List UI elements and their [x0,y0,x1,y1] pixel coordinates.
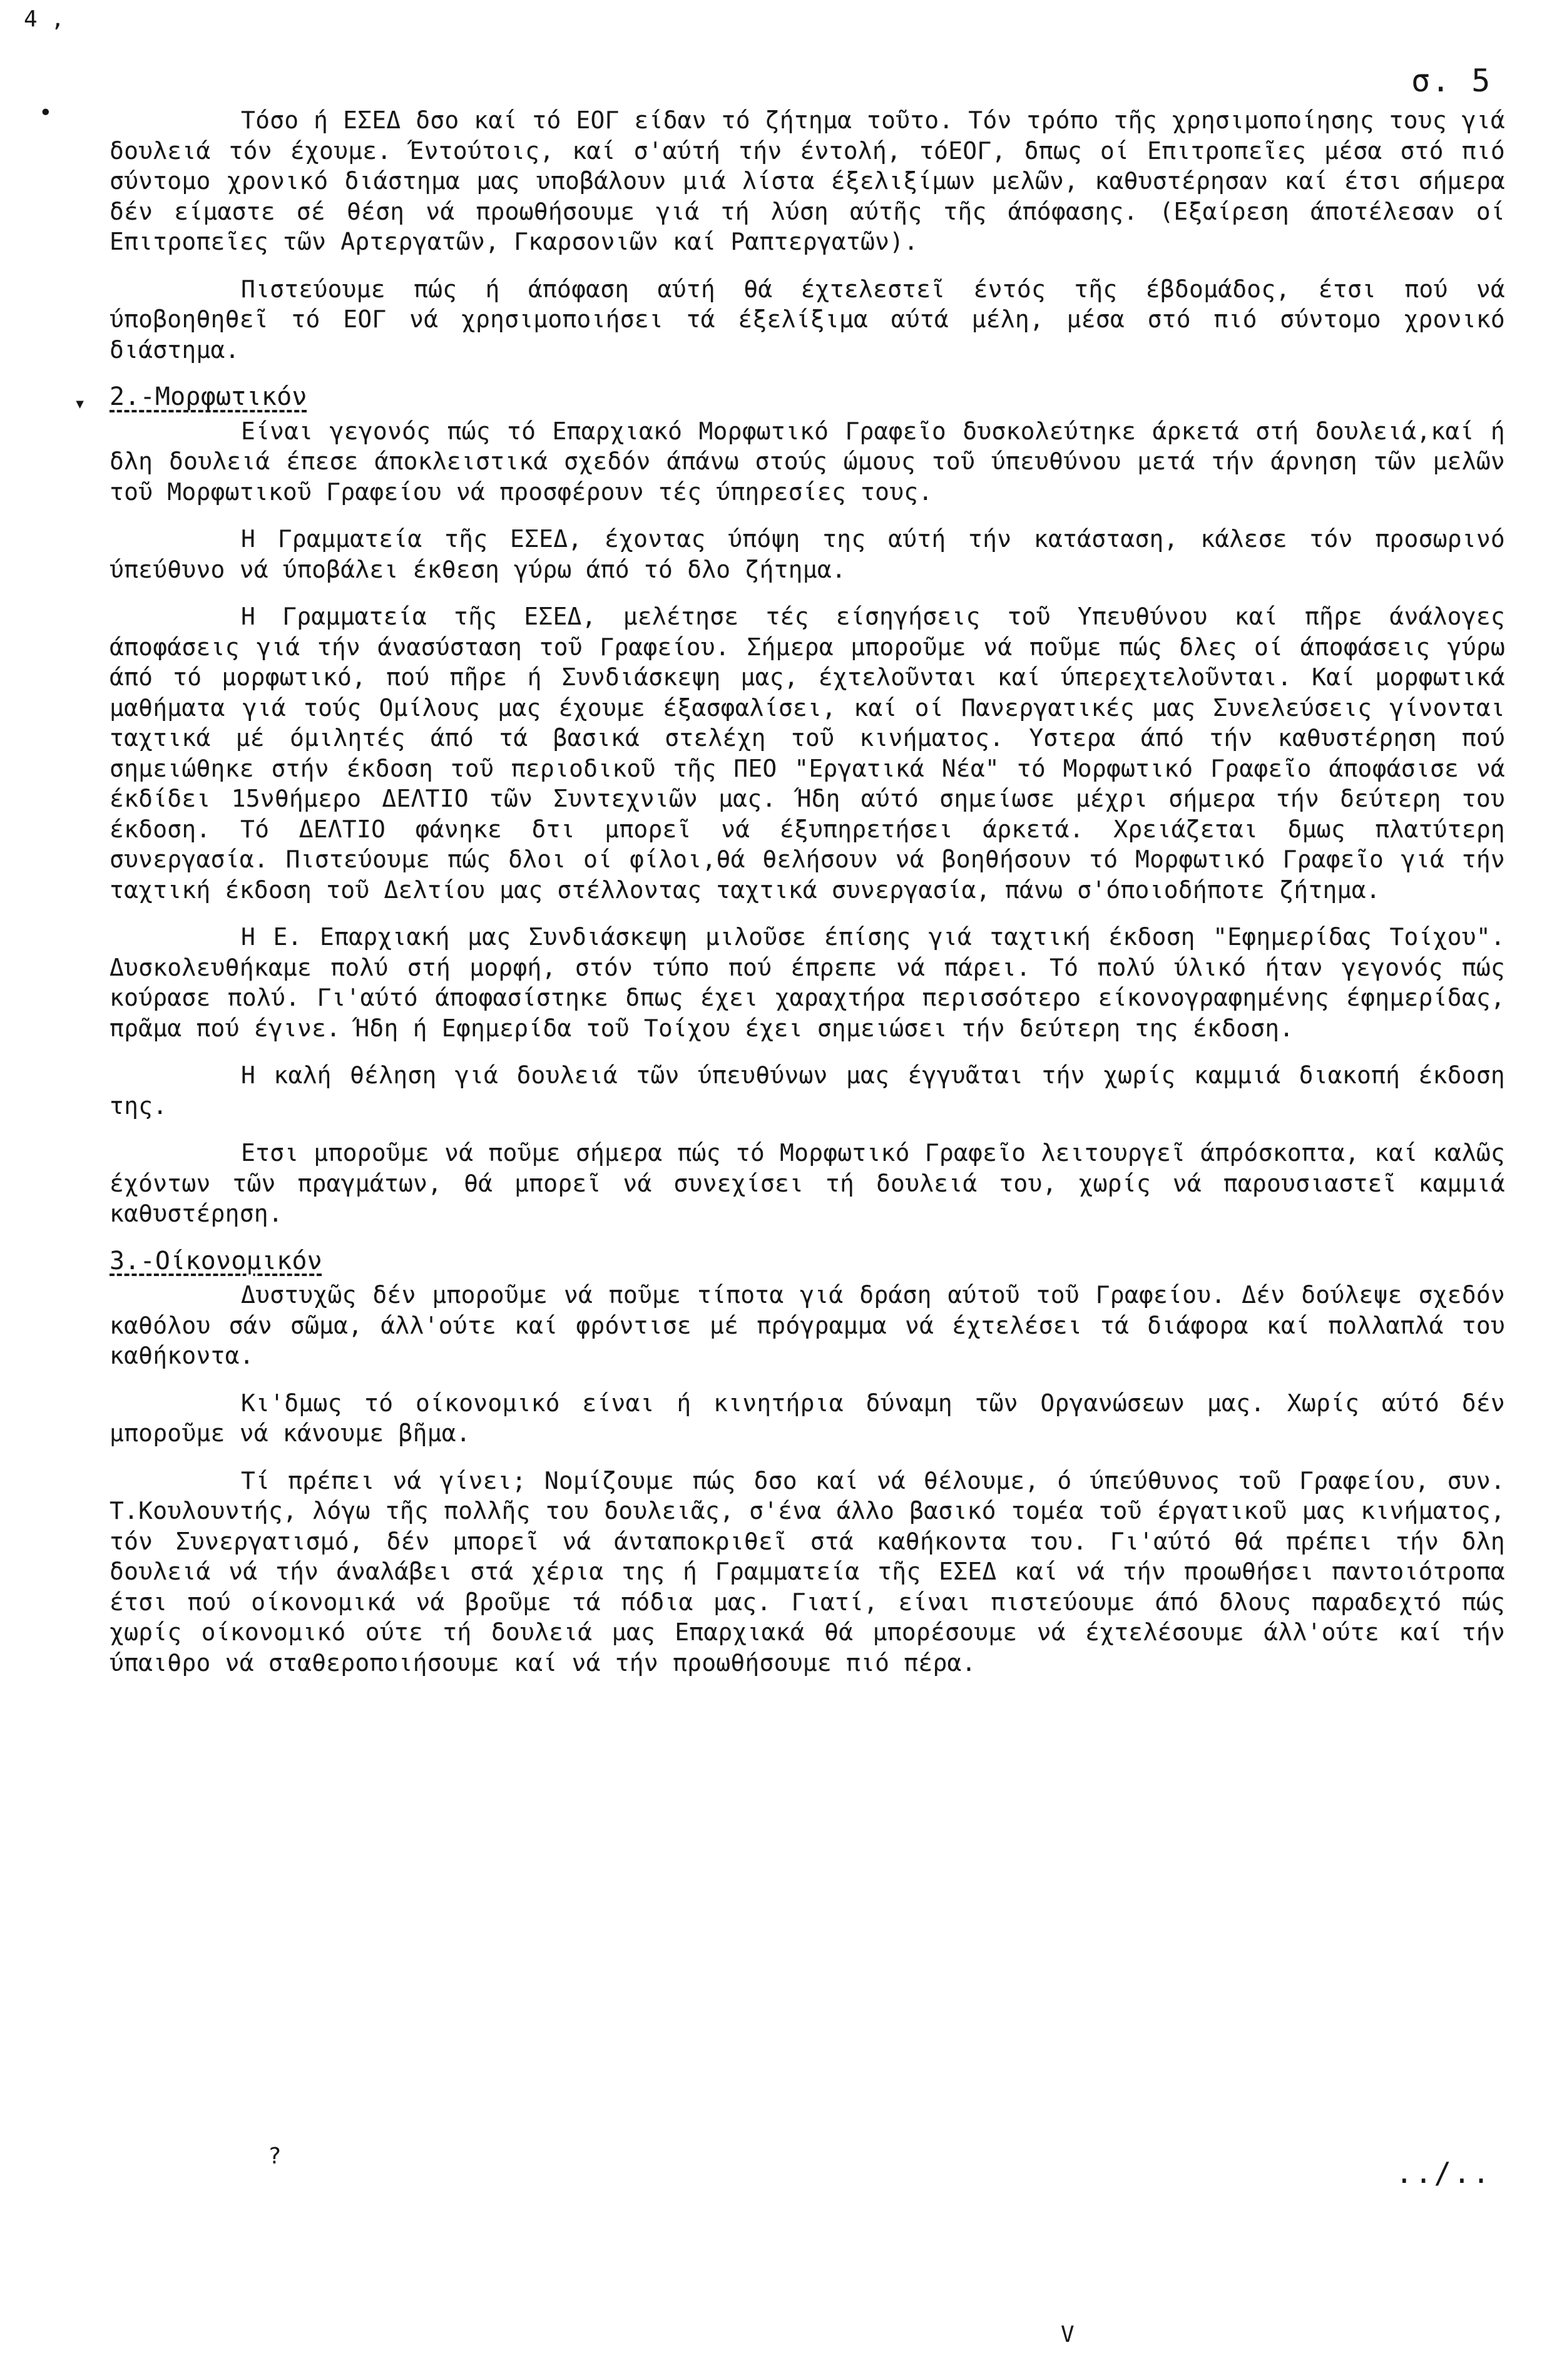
paragraph-cultural-3: Η Γραμματεία τῆς ΕΣΕΔ, μελέτησε τές είσηγήσεις τοῦ Υπευθύνου καί πῆρε άνάλογες άποφάσεις γιά τήν άνασύσταση τοῦ Γραφείου. Σήμερα μποροῦμε νά ποῦμε πώς δλες οί άποφάσεις γύρω άπό τό μορφωτικό, πού πῆρε ή Συνδιάσκεψη μας, έχτελοῦνται καί ύπερεχτελοῦνται. Καί μορφωτικά μαθήματα γιά τούς Ομίλους μας έχουμε έξασφαλίσει, καί οί Πανεργατικές μας Συνελεύσεις γίνονται ταχτικά μέ όμιλητές άπό τά βασικά στελέχη τοῦ κινήματος. Υστερα άπό τήν καθυστέρηση πού σημειώθηκε στήν έκδοση τοῦ περιοδικοῦ τῆς ΠΕΟ "Εργατικά Νέα" τό Μορφωτικό Γραφεῖο άποφάσισε νά έκδίδει 15νθήμερο ΔΕΛΤΙΟ τῶν Συντεχνιῶν μας. Ήδη αύτό σημείωσε μέχρι σήμερα τήν δεύτερη του έκδοση. Τό ΔΕΛΤΙΟ φάνηκε δτι μπορεῖ νά έξυπηρετήσει άρκετά. Χρειάζεται δμως πλατύτερη συνεργασία. Πιστεύουμε πώς δλοι οί φίλοι,θά θελήσουν νά βοηθήσουν τό Μορφωτικό Γραφεῖο γιά τήν ταχτική έκδοση τοῦ Δελτίου μας στέλλοντας ταχτικά συνεργασία, πάνω σ'όποιοδήποτε ζήτημα. [110,603,1505,904]
marginal-mark-bottom-left: ? [268,2143,282,2169]
marginal-mark-left: • [39,100,53,126]
marginal-mark-top: 4 , [24,6,65,32]
paragraph-financial-1: Δυστυχῶς δέν μποροῦμε νά ποῦμε τίποτα γιά δράση αύτοῦ τοῦ Γραφείου. Δέν δούλεψε σχεδόν καθόλου σάν σῶμα, άλλ'ούτε καί φρόντισε μέ πρόγραμμα νά έχτελέσει τά διάφορα καί πολλαπλά του καθήκοντα. [110,1281,1505,1369]
document-body [110,105,1505,1695]
paragraph-intro: Τόσο ή ΕΣΕΔ δσο καί τό ΕΟΓ είδαν τό ζήτημα τοῦτο. Τόν τρόπο τῆς χρησιμοποίησης τους γιά δουλειά τόν έχουμε. Έντούτοις, καί σ'αύτή τήν έντολή, τόΕΟΓ, δπως οί Επιτροπεῖες μέσα στό πιό σύντομο χρονικό διάστημα μας υποβάλουν μιά λίστα έξελιξίμων μελῶν, καθυστέρησαν καί έτσι σήμερα δέν είμαστε σέ θέση νά προωθήσουμε γιά τή λύση αύτῆς τῆς άπόφασης. (Εξαίρεση άποτέλεσαν οί Επιτροπεῖες τῶν Αρτεργατῶν, Γκαρσονιῶν καί Ραπτεργατῶν). [110,106,1505,255]
paragraph-intro-2: Πιστεύουμε πώς ή άπόφαση αύτή θά έχτελεστεῖ έντός τῆς έβδομάδος, έτσι πού νά ύποβοηθηθεῖ τό ΕΟΓ νά χρησιμοποιήσει τά έξελίξιμα αύτά μέλη, μέσα στό πιό σύντομο χρονικό διάστημα. [110,275,1505,364]
paragraph-cultural-1: Είναι γεγονός πώς τό Επαρχιακό Μορφωτικό Γραφεῖο δυσκολεύτηκε άρκετά στή δουλειά,καί ή δλη δουλειά έπεσε άποκλειστικά σχεδόν άπάνω στούς ώμους τοῦ ύπευθύνου μετά τήν άρνηση τῶν μελῶν τοῦ Μορφωτικοῦ Γραφείου νά προσφέρουν τές ύπηρεσίες τους. [110,417,1505,506]
paragraph-financial-3: Τί πρέπει νά γίνει; Νομίζουμε πώς δσο καί νά θέλουμε, ό ύπεύθυνος τοῦ Γραφείου, συν. Τ.Κουλουντής, λόγω τῆς πολλῆς του δουλειᾶς, σ'ένα άλλο βασικό τομέα τοῦ έργατικοῦ μας κινήματος, τόν Συνεργατισμό, δέν μπορεῖ νά άνταποκριθεῖ στά καθήκοντα του. Γι'αύτό θά πρέπει τήν δλη δουλειά νά τήν άναλάβει στά χέρια της ή Γραμματεία τῆς ΕΣΕΔ καί νά τήν προωθήσει παντοιότροπα έτσι πού οίκονομικά νά βροῦμε τά πόδια μας. Γιατί, είναι πιστεύουμε άπό δλους παραδεχτό πώς χωρίς οίκονομικό ούτε τή δουλειά μας Επαρχιακά θά μπορέσουμε νά έχτελέσουμε άλλ'ούτε καί τήν ύπαιθρο νά σταθεροποιήσουμε καί νά τήν προωθήσουμε πιό πέρα. [110,1466,1505,1677]
marginal-mark-bottom-center: V [1061,2322,1075,2347]
paragraph-cultural-2: Η Γραμματεία τῆς ΕΣΕΔ, έχοντας ύπόψη της αύτή τήν κατάσταση, κάλεσε τόν προσωρινό ύπεύθυνο νά ύποβάλει έκθεση γύρω άπό τό δλο ζήτημα. [110,525,1505,583]
continuation-mark: ../.. [1396,2156,1492,2190]
paragraph-financial-2: Κι'δμως τό οίκονομικό είναι ή κινητήρια δύναμη τῶν Οργανώσεων μας. Χωρίς αύτό δέν μποροῦμε νά κάνουμε βῆμα. [110,1389,1505,1447]
paragraph-cultural-4: Η Ε. Επαρχιακή μας Συνδιάσκεψη μιλοῦσε έπίσης γιά ταχτική έκδοση "Εφημερίδας Τοίχου". Δυσκολευθήκαμε πολύ στή μορφή, στόν τύπο πού έπρεπε νά πάρει. Τό πολύ ύλικό ήταν γεγονός πώς κούρασε πολύ. Γι'αύτό άποφασίστηκε δπως έχει χαραχτήρα περισσότερο είκονογραφημένης έφημερίδας, πρᾶμα πού έγινε. Ήδη ή Εφημερίδα τοῦ Τοίχου έχει σημειώσει τήν δεύτερη της έκδοση. [110,923,1505,1042]
section-heading-cultural: 2.-Μορφωτικόν [110,382,307,411]
paragraph-cultural-5: Η καλή θέληση γιά δουλειά τῶν ύπευθύνων μας έγγυᾶται τήν χωρίς καμμιά διακοπή έκδοση της. [110,1061,1505,1120]
section-heading-financial: 3.-Οίκονομικόν [110,1246,322,1275]
page-number: σ. 5 [1411,63,1492,99]
paragraph-cultural-6: Ετσι μποροῦμε νά ποῦμε σήμερα πώς τό Μορφωτικό Γραφεῖο λειτουργεῖ άπρόσκοπτα, καί καλῶς έχόντων τῶν πραγμάτων, θά μπορεῖ νά συνεχίσει τή δουλειά του, χωρίς νά παρουσιαστεῖ καμμιά καθυστέρηση. [110,1139,1505,1227]
margin-bullet-mark: ▾ [74,391,86,415]
